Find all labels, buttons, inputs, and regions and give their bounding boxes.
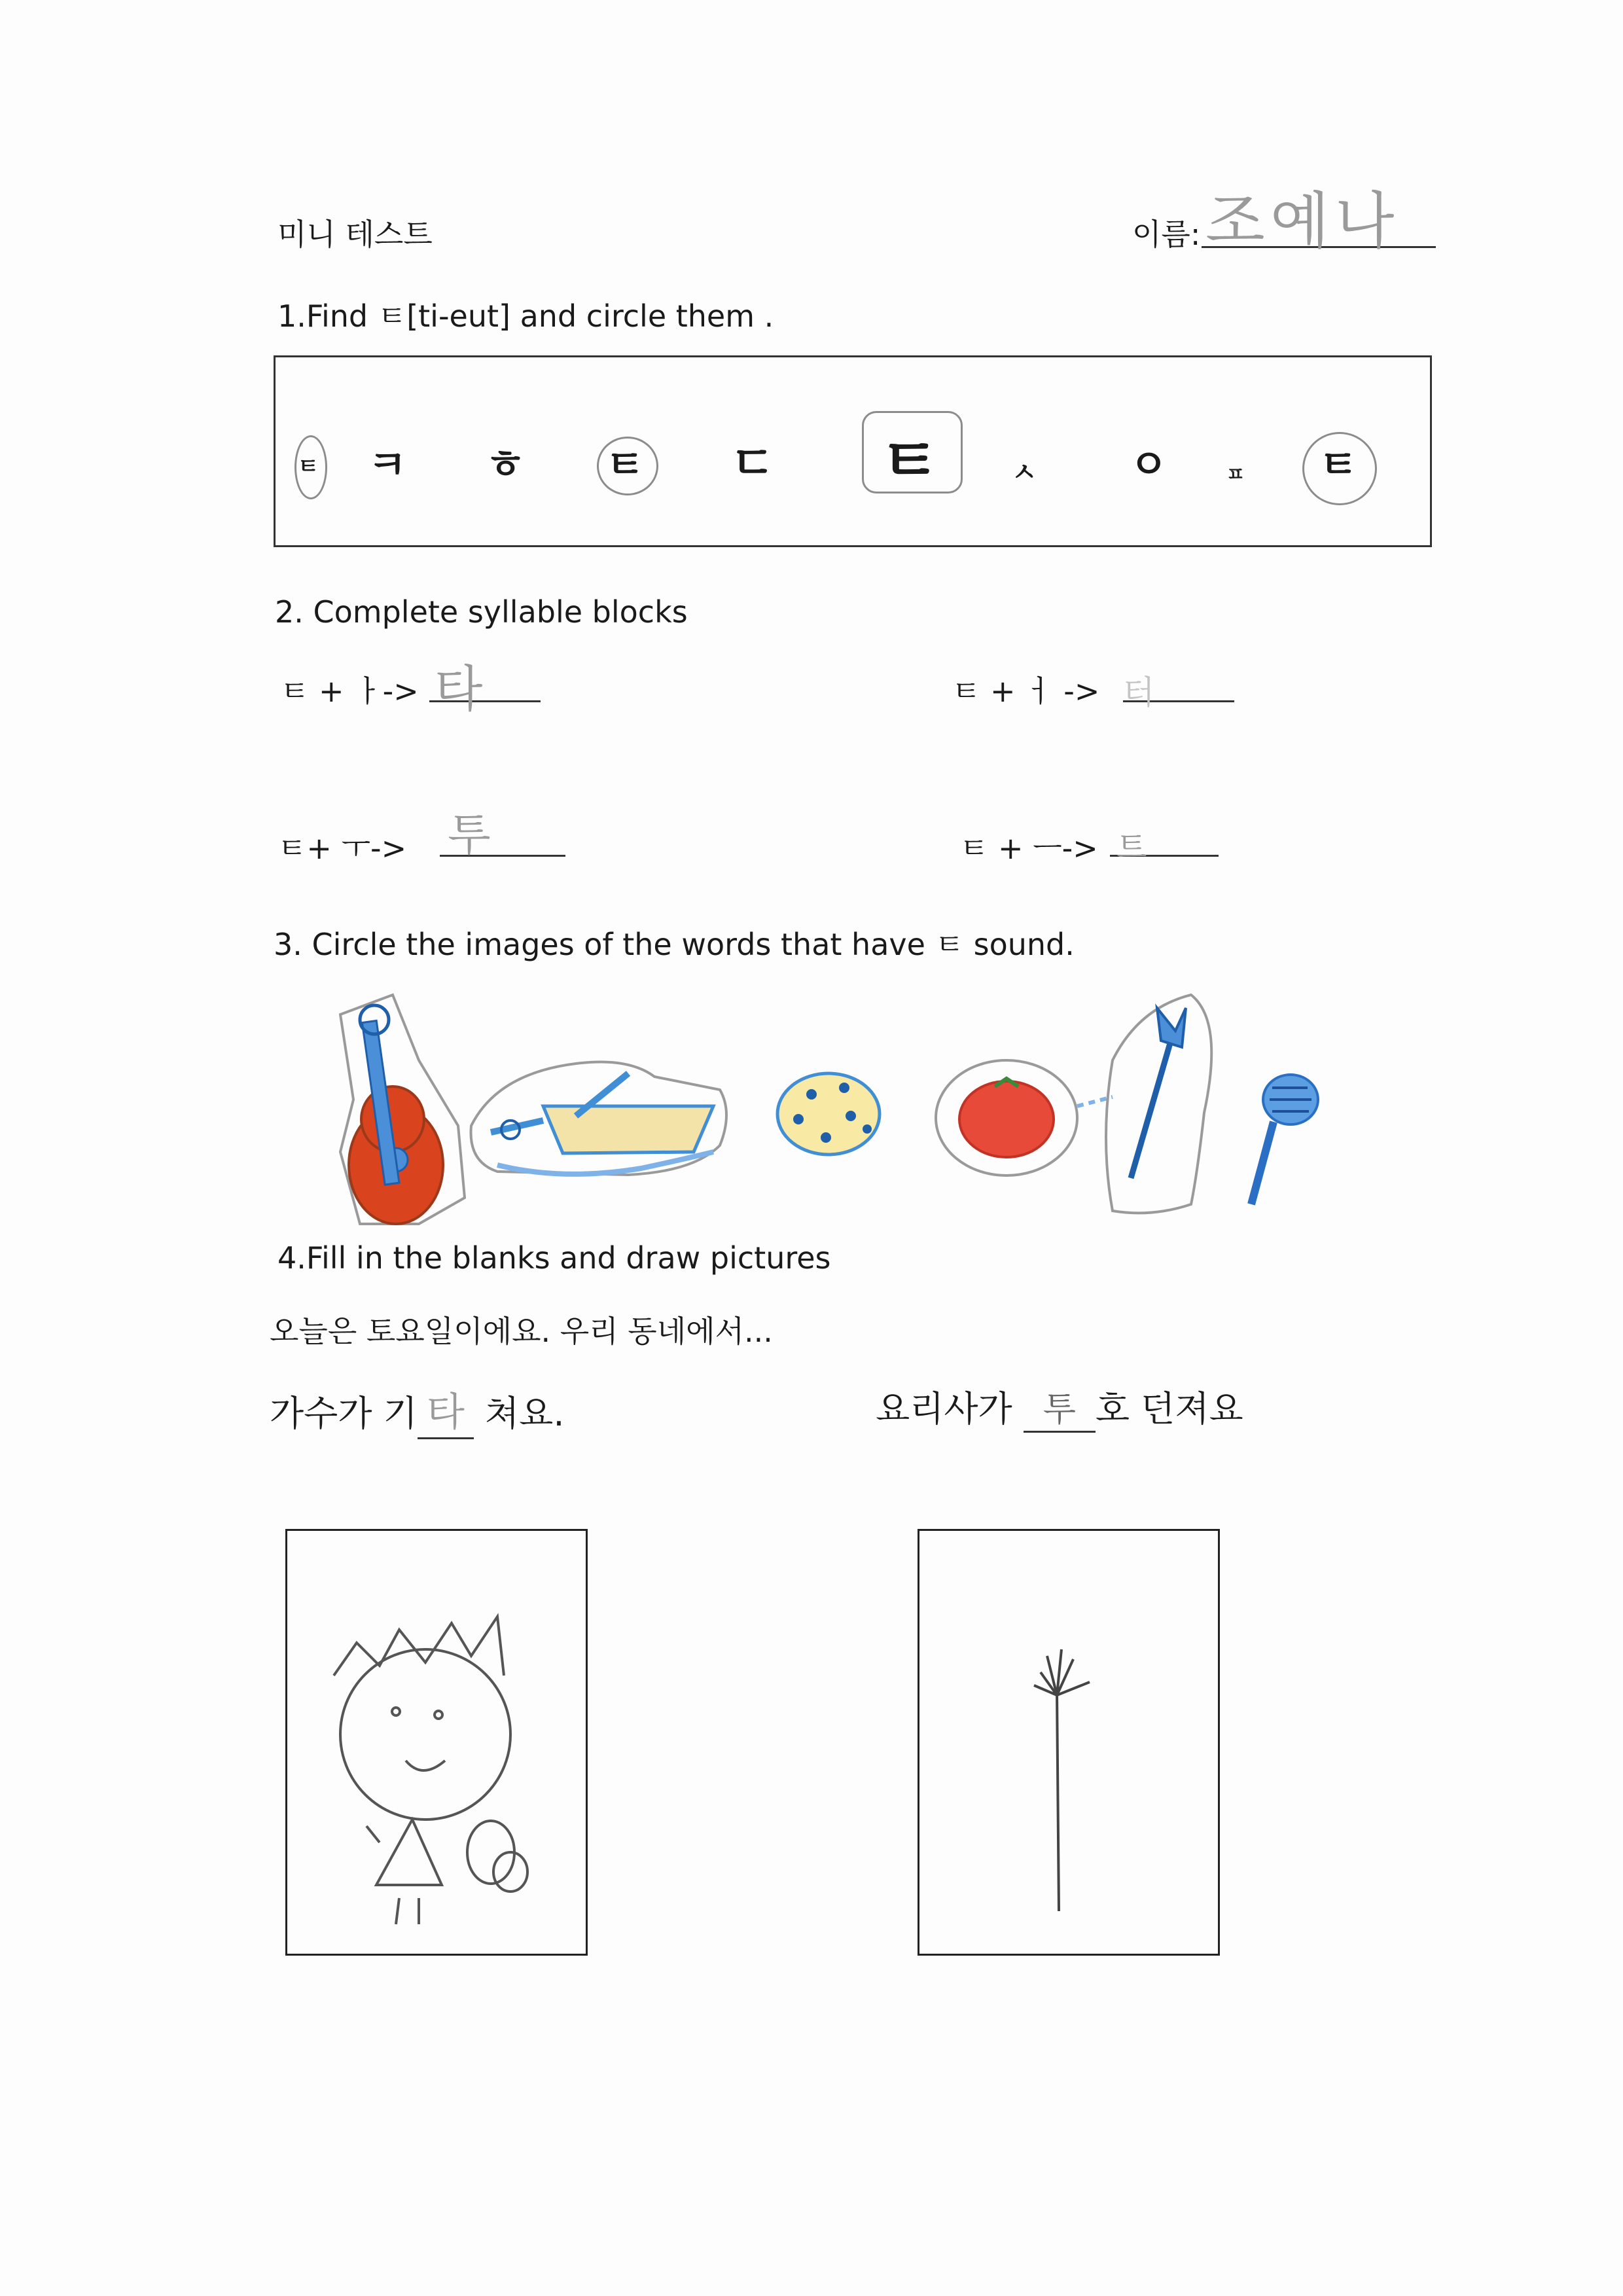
letter-tieut-2: ㅌ bbox=[605, 440, 645, 488]
q2-prompt-1: ㅌ + ㅏ-> bbox=[280, 673, 419, 709]
drawing-frame-left bbox=[285, 1529, 588, 1956]
q4-left-after: 쳐요. bbox=[473, 1393, 565, 1434]
letter-tieut-4: ㅌ bbox=[1319, 440, 1358, 488]
q4-sentence: 오늘은 토요일이에요. 우리 동네에서... bbox=[270, 1314, 773, 1349]
q2-answer-1: 타 bbox=[435, 660, 483, 718]
q1-instruction: 1.Find ㅌ[ti-eut] and circle them . bbox=[277, 298, 774, 334]
q4-left-before: 가수가 기 bbox=[270, 1393, 418, 1434]
q4-right-after: 호 던져요 bbox=[1095, 1388, 1243, 1429]
q4-left-answer: 타 bbox=[418, 1381, 474, 1439]
hairbrush-icon bbox=[1251, 1075, 1318, 1204]
q2-answer-3: 투 bbox=[448, 810, 491, 861]
letter-pieup: ㅍ bbox=[1226, 463, 1245, 486]
letter-siot: ㅅ bbox=[1011, 457, 1037, 488]
letter-ieung: ㅇ bbox=[1129, 440, 1168, 488]
name-label: 이름: bbox=[1132, 217, 1201, 252]
cookie-icon bbox=[777, 1073, 880, 1155]
letter-kieuk: ㅋ bbox=[368, 440, 407, 488]
q4-right-answer: 투 bbox=[1024, 1382, 1096, 1433]
pan-icon bbox=[471, 1062, 727, 1175]
letter-tieut-1: ㅌ bbox=[297, 454, 319, 480]
q4-right-sentence bbox=[876, 1381, 1243, 1433]
q4-left-sentence bbox=[270, 1381, 565, 1439]
q2-prompt-4: ㅌ + ㅡ-> bbox=[959, 831, 1098, 866]
q4-instruction: 4.Fill in the blanks and draw pictures bbox=[277, 1240, 831, 1276]
q2-answer-2: 터 bbox=[1123, 673, 1155, 711]
q3-instruction: 3. Circle the images of the words that have ㅌ sound. bbox=[274, 927, 1075, 962]
q2-instruction: 2. Complete syllable blocks bbox=[275, 594, 688, 630]
q2-prompt-3: ㅌ+ ㅜ-> bbox=[277, 831, 407, 866]
brush-icon bbox=[1106, 995, 1211, 1213]
tomato-icon bbox=[936, 1060, 1113, 1175]
letter-digeut: ㄷ bbox=[730, 436, 776, 491]
q4-right-before: 요리사가 bbox=[876, 1388, 1024, 1429]
letter-tieut-3: ㅌ bbox=[879, 424, 940, 497]
guitar-icon bbox=[340, 995, 465, 1224]
letter-hieut: ㅎ bbox=[486, 440, 525, 488]
q2-answer-4: 트 bbox=[1116, 829, 1147, 866]
page-title: 미니 테스트 bbox=[277, 217, 433, 252]
q2-prompt-2: ㅌ + ㅓ -> bbox=[952, 673, 1100, 709]
name-value: 조예나 bbox=[1205, 186, 1400, 257]
drawing-frame-right bbox=[918, 1529, 1220, 1956]
